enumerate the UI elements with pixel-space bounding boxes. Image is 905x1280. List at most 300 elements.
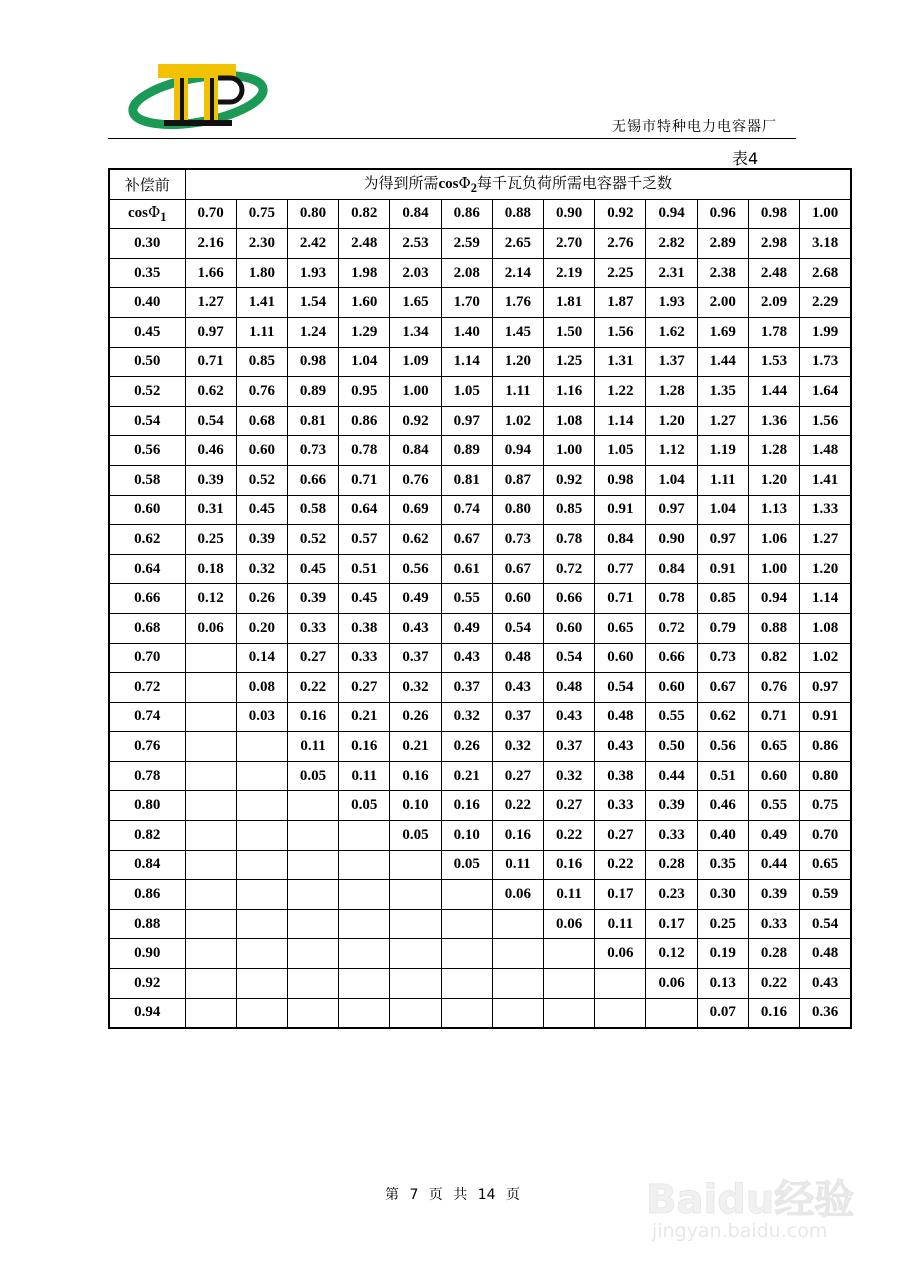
kvar-cell: 0.21 [441,761,492,791]
kvar-cell [441,998,492,1028]
kvar-cell: 2.30 [236,229,287,259]
kvar-cell: 0.87 [492,465,543,495]
kvar-cell: 0.48 [800,939,851,969]
kvar-cell: 0.27 [492,761,543,791]
kvar-cell: 0.97 [185,317,236,347]
kvar-cell: 1.93 [646,288,697,318]
kvar-cell: 1.87 [595,288,646,318]
span-title-phi: Φ [458,174,471,193]
initial-pf-cell: 0.35 [109,258,185,288]
kvar-cell: 0.71 [339,465,390,495]
kvar-cell: 1.44 [748,377,799,407]
kvar-cell: 0.37 [492,702,543,732]
kvar-cell [544,998,595,1028]
initial-pf-cell: 0.40 [109,288,185,318]
table-row [109,377,851,407]
kvar-cell: 0.57 [339,525,390,555]
kvar-cell: 1.19 [697,436,748,466]
kvar-cell: 0.26 [390,702,441,732]
kvar-cell: 3.18 [800,229,851,259]
kvar-cell [339,880,390,910]
watermark-url: jingyan.baidu.com [652,1220,828,1242]
table-row [109,673,851,703]
capacitor-kvar-table [108,168,852,1029]
kvar-cell [236,939,287,969]
kvar-cell [287,821,338,851]
kvar-cell: 2.98 [748,229,799,259]
company-logo [122,60,268,132]
kvar-cell: 1.05 [441,377,492,407]
table-row [109,229,851,259]
kvar-cell: 0.05 [339,791,390,821]
kvar-cell: 0.33 [748,909,799,939]
kvar-cell: 0.43 [800,969,851,999]
initial-pf-cell: 0.82 [109,821,185,851]
kvar-cell: 0.11 [339,761,390,791]
kvar-cell: 1.09 [390,347,441,377]
kvar-cell: 0.20 [236,613,287,643]
kvar-cell: 0.44 [646,761,697,791]
kvar-cell: 0.03 [236,702,287,732]
kvar-cell: 1.33 [800,495,851,525]
header-divider [108,138,796,139]
kvar-cell [492,939,543,969]
kvar-cell: 0.06 [595,939,646,969]
kvar-cell [287,909,338,939]
kvar-cell: 0.44 [748,850,799,880]
kvar-cell: 0.11 [544,880,595,910]
kvar-cell: 2.68 [800,258,851,288]
kvar-cell: 0.85 [236,347,287,377]
kvar-cell [287,969,338,999]
target-pf-header: 0.70 [185,199,236,229]
kvar-cell: 0.86 [800,732,851,762]
kvar-cell [185,643,236,673]
kvar-cell: 0.06 [646,969,697,999]
kvar-cell: 0.43 [544,702,595,732]
kvar-cell [595,969,646,999]
initial-pf-cell: 0.64 [109,554,185,584]
kvar-cell: 0.35 [697,850,748,880]
kvar-cell: 0.27 [544,791,595,821]
target-pf-header: 0.94 [646,199,697,229]
kvar-cell: 0.25 [185,525,236,555]
kvar-cell: 0.16 [492,821,543,851]
kvar-cell: 2.38 [697,258,748,288]
table-row [109,880,851,910]
kvar-cell: 0.75 [800,791,851,821]
kvar-cell [646,998,697,1028]
kvar-cell: 0.60 [544,613,595,643]
kvar-cell: 0.10 [390,791,441,821]
kvar-cell [339,821,390,851]
kvar-cell [390,880,441,910]
kvar-cell: 0.26 [236,584,287,614]
kvar-cell: 1.65 [390,288,441,318]
kvar-cell: 2.48 [339,229,390,259]
kvar-cell: 0.25 [697,909,748,939]
kvar-cell: 0.11 [595,909,646,939]
kvar-cell: 1.28 [646,377,697,407]
target-pf-header: 0.90 [544,199,595,229]
kvar-cell: 0.21 [390,732,441,762]
kvar-cell: 0.49 [390,584,441,614]
kvar-cell: 2.53 [390,229,441,259]
kvar-cell: 0.17 [646,909,697,939]
table-number: 表4 [732,149,759,168]
kvar-cell: 0.51 [697,761,748,791]
kvar-cell [492,909,543,939]
kvar-cell: 0.37 [390,643,441,673]
table-row [109,939,851,969]
kvar-cell [441,969,492,999]
table-row [109,643,851,673]
kvar-cell: 1.40 [441,317,492,347]
kvar-cell: 0.45 [236,495,287,525]
kvar-cell: 0.67 [697,673,748,703]
kvar-cell: 1.00 [748,554,799,584]
kvar-cell: 1.02 [492,406,543,436]
kvar-cell [492,969,543,999]
kvar-cell: 1.41 [236,288,287,318]
target-pf-header: 1.00 [800,199,851,229]
kvar-cell: 0.43 [390,613,441,643]
initial-pf-cell: 0.72 [109,673,185,703]
kvar-cell: 2.42 [287,229,338,259]
initial-pf-cell: 0.52 [109,377,185,407]
kvar-cell: 0.73 [492,525,543,555]
kvar-cell: 0.37 [544,732,595,762]
kvar-cell: 1.36 [748,406,799,436]
kvar-cell: 1.12 [646,436,697,466]
kvar-cell: 0.22 [748,969,799,999]
logo-black-stroke-1 [180,78,184,124]
kvar-cell: 2.29 [800,288,851,318]
kvar-cell: 0.11 [287,732,338,762]
kvar-cell: 0.56 [697,732,748,762]
table-row [109,791,851,821]
kvar-cell: 1.31 [595,347,646,377]
table-row [109,258,851,288]
table-row [109,584,851,614]
table-row [109,495,851,525]
kvar-cell: 0.16 [544,850,595,880]
kvar-cell: 2.16 [185,229,236,259]
kvar-cell: 0.46 [185,436,236,466]
kvar-cell: 0.27 [595,821,646,851]
kvar-cell: 0.85 [697,584,748,614]
span-title-sub: 2 [470,181,478,196]
initial-pf-cell: 0.88 [109,909,185,939]
kvar-cell: 2.03 [390,258,441,288]
initial-pf-cell: 0.76 [109,732,185,762]
kvar-cell: 0.72 [646,613,697,643]
kvar-cell: 1.50 [544,317,595,347]
target-pf-header: 0.86 [441,199,492,229]
kvar-cell: 1.13 [748,495,799,525]
table-row [109,554,851,584]
kvar-cell: 0.71 [748,702,799,732]
initial-pf-cell: 0.74 [109,702,185,732]
kvar-cell: 0.43 [441,643,492,673]
kvar-cell: 1.20 [646,406,697,436]
kvar-cell: 1.06 [748,525,799,555]
kvar-cell: 0.76 [390,465,441,495]
kvar-cell: 0.52 [287,525,338,555]
watermark-brand: Baidu经验 [646,1177,855,1223]
kvar-cell: 1.56 [800,406,851,436]
initial-pf-cell: 0.54 [109,406,185,436]
kvar-cell: 0.58 [287,495,338,525]
kvar-cell: 0.40 [697,821,748,851]
kvar-cell [390,969,441,999]
kvar-cell: 2.25 [595,258,646,288]
kvar-cell [185,761,236,791]
baidu-watermark [646,1150,856,1250]
kvar-cell: 0.54 [595,673,646,703]
kvar-cell: 0.12 [646,939,697,969]
initial-pf-cell: 0.78 [109,761,185,791]
kvar-cell [236,850,287,880]
kvar-cell: 0.14 [236,643,287,673]
table-row [109,821,851,851]
kvar-cell [287,880,338,910]
kvar-cell: 0.71 [185,347,236,377]
kvar-cell: 0.94 [492,436,543,466]
kvar-cell: 0.91 [595,495,646,525]
kvar-cell: 1.20 [800,554,851,584]
kvar-cell [492,998,543,1028]
target-pf-header: 0.98 [748,199,799,229]
kvar-cell: 1.62 [646,317,697,347]
kvar-cell: 1.56 [595,317,646,347]
kvar-cell [185,821,236,851]
kvar-cell: 1.73 [800,347,851,377]
kvar-cell: 0.27 [339,673,390,703]
kvar-cell: 1.54 [287,288,338,318]
kvar-cell: 0.59 [800,880,851,910]
company-name: 无锡市特种电力电容器厂 [612,119,777,135]
table-row [109,465,851,495]
kvar-cell: 1.29 [339,317,390,347]
kvar-cell: 0.81 [287,406,338,436]
kvar-cell: 0.69 [390,495,441,525]
initial-pf-cell: 0.84 [109,850,185,880]
kvar-cell: 0.08 [236,673,287,703]
kvar-cell: 1.53 [748,347,799,377]
kvar-cell [236,998,287,1028]
kvar-cell: 0.12 [185,584,236,614]
kvar-cell: 0.74 [441,495,492,525]
table-row [109,702,851,732]
kvar-cell: 0.97 [441,406,492,436]
kvar-cell: 2.59 [441,229,492,259]
kvar-cell: 0.54 [492,613,543,643]
kvar-cell: 1.20 [492,347,543,377]
kvar-cell: 0.76 [748,673,799,703]
kvar-cell: 0.06 [185,613,236,643]
kvar-cell: 1.11 [236,317,287,347]
kvar-cell [185,673,236,703]
kvar-cell: 0.32 [390,673,441,703]
kvar-cell: 0.23 [646,880,697,910]
kvar-cell [390,939,441,969]
kvar-cell: 0.54 [544,643,595,673]
kvar-cell [339,909,390,939]
kvar-cell: 0.49 [748,821,799,851]
kvar-cell [185,998,236,1028]
kvar-cell [441,939,492,969]
kvar-cell [390,998,441,1028]
kvar-cell: 0.37 [441,673,492,703]
initial-pf-cell: 0.62 [109,525,185,555]
kvar-cell: 0.66 [646,643,697,673]
kvar-cell: 0.19 [697,939,748,969]
kvar-cell: 1.00 [544,436,595,466]
kvar-cell: 0.62 [390,525,441,555]
kvar-cell [185,791,236,821]
kvar-cell: 1.41 [800,465,851,495]
kvar-cell [236,969,287,999]
kvar-cell: 0.55 [646,702,697,732]
kvar-cell: 0.55 [748,791,799,821]
kvar-cell: 0.33 [287,613,338,643]
kvar-cell: 0.90 [646,525,697,555]
kvar-cell: 1.28 [748,436,799,466]
kvar-cell: 0.60 [492,584,543,614]
kvar-cell: 0.70 [800,821,851,851]
kvar-cell: 1.04 [339,347,390,377]
table-row [109,317,851,347]
kvar-cell: 0.22 [544,821,595,851]
kvar-cell [185,702,236,732]
kvar-cell: 1.08 [800,613,851,643]
kvar-cell: 0.92 [390,406,441,436]
initial-pf-cell: 0.70 [109,643,185,673]
kvar-cell: 1.78 [748,317,799,347]
kvar-cell [185,850,236,880]
kvar-cell [287,791,338,821]
logo-black-base [164,120,232,126]
initial-pf-cell: 0.92 [109,969,185,999]
kvar-cell: 0.49 [441,613,492,643]
kvar-cell: 1.02 [800,643,851,673]
kvar-cell: 0.33 [595,791,646,821]
kvar-cell [185,909,236,939]
kvar-cell: 1.45 [492,317,543,347]
kvar-cell: 1.24 [287,317,338,347]
kvar-cell: 0.89 [287,377,338,407]
initial-pf-cell: 0.80 [109,791,185,821]
kvar-cell [236,821,287,851]
kvar-cell: 2.89 [697,229,748,259]
span-title-cos: cos [438,176,459,193]
kvar-cell [236,791,287,821]
kvar-cell: 0.64 [339,495,390,525]
kvar-cell: 0.62 [697,702,748,732]
kvar-cell: 1.08 [544,406,595,436]
kvar-cell [185,732,236,762]
kvar-cell: 0.05 [441,850,492,880]
kvar-cell [441,880,492,910]
target-pf-header: 0.80 [287,199,338,229]
kvar-cell: 0.32 [236,554,287,584]
kvar-cell: 1.25 [544,347,595,377]
logo-p-bowl [218,78,242,102]
kvar-cell: 0.77 [595,554,646,584]
kvar-cell: 0.65 [748,732,799,762]
kvar-cell: 0.60 [748,761,799,791]
kvar-cell: 0.84 [390,436,441,466]
kvar-cell: 0.98 [595,465,646,495]
kvar-cell: 1.05 [595,436,646,466]
kvar-cell [287,939,338,969]
kvar-cell: 0.39 [646,791,697,821]
kvar-cell: 1.37 [646,347,697,377]
kvar-cell [236,909,287,939]
target-pf-header: 0.84 [390,199,441,229]
kvar-cell [441,909,492,939]
kvar-cell: 2.09 [748,288,799,318]
kvar-cell: 0.13 [697,969,748,999]
kvar-cell: 0.51 [339,554,390,584]
kvar-cell: 2.08 [441,258,492,288]
kvar-cell: 0.97 [697,525,748,555]
kvar-cell: 0.86 [339,406,390,436]
kvar-cell: 0.62 [185,377,236,407]
kvar-cell: 1.04 [697,495,748,525]
target-pf-header: 0.82 [339,199,390,229]
kvar-cell: 0.16 [287,702,338,732]
header-row-2 [109,199,851,229]
kvar-cell: 0.38 [595,761,646,791]
initial-pf-cell: 0.68 [109,613,185,643]
initial-pf-cell: 0.30 [109,229,185,259]
table-row [109,347,851,377]
kvar-cell: 0.60 [646,673,697,703]
kvar-cell [339,939,390,969]
kvar-cell [339,969,390,999]
kvar-cell: 0.16 [390,761,441,791]
kvar-cell: 0.36 [800,998,851,1028]
initial-pf-cell: 0.56 [109,436,185,466]
kvar-cell: 0.97 [800,673,851,703]
kvar-cell: 0.16 [339,732,390,762]
kvar-cell: 2.14 [492,258,543,288]
kvar-cell: 0.39 [287,584,338,614]
initial-pf-cell: 0.50 [109,347,185,377]
kvar-cell: 1.44 [697,347,748,377]
kvar-cell [390,909,441,939]
target-pf-header: 0.75 [236,199,287,229]
kvar-cell: 1.99 [800,317,851,347]
kvar-cell: 0.39 [236,525,287,555]
kvar-cell: 0.56 [390,554,441,584]
kvar-cell: 0.33 [339,643,390,673]
kvar-cell [339,998,390,1028]
kvar-cell [544,939,595,969]
kvar-cell: 0.11 [492,850,543,880]
kvar-cell: 0.54 [185,406,236,436]
initial-pf-cell: 0.58 [109,465,185,495]
kvar-cell: 1.98 [339,258,390,288]
kvar-cell: 0.82 [748,643,799,673]
kvar-cell: 0.60 [236,436,287,466]
kvar-cell [339,850,390,880]
kvar-cell: 1.27 [697,406,748,436]
kvar-cell: 1.35 [697,377,748,407]
kvar-cell: 0.28 [748,939,799,969]
